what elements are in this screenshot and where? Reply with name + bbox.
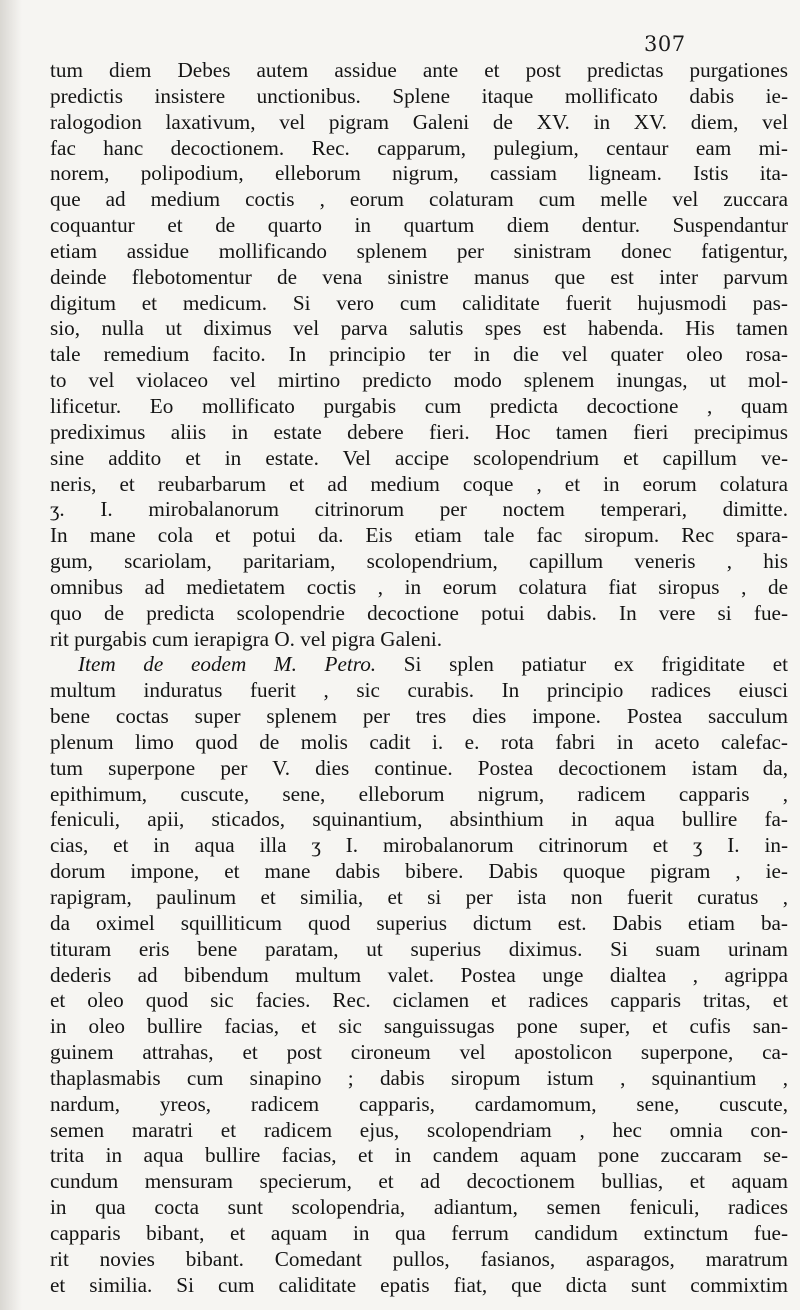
line-text: et oleo quod sic facies. Rec. ciclamen et radices capparis tritas, et: [50, 988, 788, 1013]
text-line: [50, 1169, 788, 1195]
text-line: [50, 549, 788, 575]
text-line: [50, 988, 788, 1014]
text-line: [50, 756, 788, 782]
line-text: cundum mensuram specierum, et ad decoctionem bullias, et aquam: [50, 1169, 788, 1194]
line-text: coquantur et de quarto in quartum diem dentur. Suspendantur: [50, 213, 788, 238]
body-text: [50, 58, 788, 1299]
line-text: ralogodion laxativum, vel pigram Galeni de XV. in XV. diem, vel: [50, 109, 788, 134]
text-line: [50, 704, 788, 730]
line-text: feniculi, apii, sticados, squinantium, absinthium in aqua bullire fa-: [50, 807, 788, 832]
line-text: multum induratus fuerit , sic curabis. In principio radices eiusci: [50, 678, 788, 703]
text-line: [50, 420, 788, 446]
line-text: neris, et reubarbarum et ad medium coque , et in eorum colatura: [50, 471, 788, 496]
line-text: capparis bibant, et aquam in qua ferrum candidum extinctum fue-: [50, 1220, 788, 1245]
line-text: rapigram, paulinum et similia, et si per ista non fuerit curatus ,: [50, 885, 788, 909]
line-text: epithimum, cuscute, sene, elleborum nigrum, radicem capparis ,: [50, 781, 788, 806]
line-text: digitum et medicum. Si vero cum caliditate fuerit hujusmodi pas-: [50, 290, 788, 315]
line-text: dederis ad bibendum multum valet. Postea unge dialtea , agrippa: [50, 962, 788, 987]
line-text: Si splen patiatur ex frigiditate et: [376, 652, 788, 677]
line-text: predictis insistere unctionibus. Splene itaque mollificato dabis ie-: [50, 83, 788, 108]
text-line: [50, 1143, 788, 1169]
line-text: sine addito et in estate. Vel accipe scolopendrium et capillum ve-: [50, 445, 788, 470]
line-text: quo de predicta scolopendrie decoctione potui dabis. In vere si fue-: [50, 600, 788, 625]
line-text: que ad medium coctis , eorum colaturam cum melle vel zuccara: [50, 187, 788, 212]
text-line: [50, 1092, 788, 1118]
line-text: omnibus ad medietatem coctis , in eorum colatura fiat siropus , de: [50, 574, 788, 599]
line-text: ʒ. I. mirobalanorum citrinorum per noctem temperari, dimitte.: [50, 497, 788, 522]
text-line: [50, 1118, 788, 1144]
line-text: tum diem Debes autem assidue ante et post predictas purgationes: [50, 58, 788, 82]
line-text: thaplasmabis cum sinapino ; dabis siropum istum , squinantium ,: [50, 1065, 788, 1090]
text-line: [50, 652, 788, 678]
text-line: [50, 136, 788, 162]
line-text: semen maratri et radicem ejus, scolopendriam , hec omnia con-: [50, 1117, 788, 1142]
line-text: gum, scariolam, paritariam, scolopendrium, capillum veneris , his: [50, 549, 788, 574]
text-line: [50, 1221, 788, 1247]
text-line: [50, 497, 788, 523]
text-line: [50, 885, 788, 911]
text-line: [50, 1014, 788, 1040]
line-text: tituram eris bene paratam, ut superius diximus. Si suam urinam: [50, 936, 788, 961]
line-text: nardum, yreos, radicem capparis, cardamomum, sene, cuscute,: [50, 1091, 788, 1116]
text-line: [50, 316, 788, 342]
text-line: [50, 859, 788, 885]
line-text: in oleo bullire facias, et sic sanguissugas pone super, et cufis san-: [50, 1014, 788, 1039]
text-line: [50, 58, 788, 84]
text-line: [50, 342, 788, 368]
line-text: rit novies bibant. Comedant pullos, fasianos, asparagos, maratrum: [50, 1246, 788, 1271]
text-line: [50, 833, 788, 859]
text-line: [50, 84, 788, 110]
text-line: [50, 213, 788, 239]
text-line: [50, 807, 788, 833]
text-line: [50, 1040, 788, 1066]
line-text: to vel violaceo vel mirtino predicto modo splenem inungas, ut mol-: [50, 368, 788, 393]
page-number: 307: [644, 32, 686, 56]
line-text: In mane cola et potui da. Eis etiam tale fac siropum. Rec spara-: [50, 523, 788, 548]
line-text: norem, polipodium, elleborum nigrum, cassiam ligneam. Istis ita-: [50, 161, 788, 186]
line-text: in qua cocta sunt scolopendria, adiantum, semen feniculi, radices: [50, 1195, 788, 1220]
line-text: guinem attrahas, et post cironeum vel apostolicon superpone, ca-: [50, 1040, 788, 1065]
text-line: [50, 472, 788, 498]
line-text: dorum impone, et mane dabis bibere. Dabis quoque pigram , ie-: [50, 859, 788, 884]
text-line: [50, 782, 788, 808]
text-line: [50, 110, 788, 136]
text-line: [50, 1195, 788, 1221]
text-line: [50, 523, 788, 549]
line-text: plenum limo quod de molis cadit i. e. rota fabri in aceto calefac-: [50, 729, 788, 754]
text-line: [50, 1247, 788, 1273]
text-line: [50, 963, 788, 989]
line-text: et similia. Si cum caliditate epatis fiat, que dicta sunt commixtim: [50, 1272, 788, 1297]
line-text: lificetur. Eo mollificato purgabis cum predicta decoctione , quam: [50, 393, 788, 418]
line-text: tale remedium facito. In principio ter in die vel quater oleo rosa-: [50, 342, 788, 367]
line-text: prediximus aliis in estate debere fieri. Hoc tamen fieri precipimus: [50, 419, 788, 444]
line-text: etiam assidue mollificando splenem per sinistram donec fatigentur,: [50, 238, 788, 263]
text-line: [50, 368, 788, 394]
text-line: [50, 239, 788, 265]
text-line: [50, 575, 788, 601]
text-line: [50, 601, 788, 627]
text-line: [50, 265, 788, 291]
text-line: [50, 291, 788, 317]
line-text: bene coctas super splenem per tres dies impone. Postea sacculum: [50, 704, 788, 729]
line-text: fac hanc decoctionem. Rec. capparum, pulegium, centaur eam mi-: [50, 135, 788, 160]
text-line: [50, 161, 788, 187]
line-text: sio, nulla ut diximus vel parva salutis spes est habenda. His tamen: [50, 316, 788, 341]
text-line: [50, 394, 788, 420]
line-text: da oximel squilliticum quod superius dictum est. Dabis etiam ba-: [50, 910, 788, 935]
line-text: cias, et in aqua illa ʒ I. mirobalanorum citrinorum et ʒ I. in-: [50, 833, 788, 858]
text-line: [50, 678, 788, 704]
text-line: [50, 730, 788, 756]
text-line: [50, 627, 788, 653]
text-line: [50, 911, 788, 937]
line-text: deinde flebotomentur de vena sinistre manus que est inter parvum: [50, 264, 788, 289]
line-text: rit purgabis cum ierapigra O. vel pigra Galeni.: [50, 626, 443, 651]
line-text: tum superpone per V. dies continue. Postea decoctionem istam da,: [50, 755, 788, 780]
text-line: [50, 187, 788, 213]
text-line: [50, 1273, 788, 1299]
text-line: [50, 1066, 788, 1092]
text-line: [50, 446, 788, 472]
text-line: [50, 937, 788, 963]
line-text: trita in aqua bullire facias, et in candem aquam pone zuccaram se-: [50, 1143, 788, 1168]
section-heading: Item de eodem M. Petro.: [78, 652, 377, 677]
